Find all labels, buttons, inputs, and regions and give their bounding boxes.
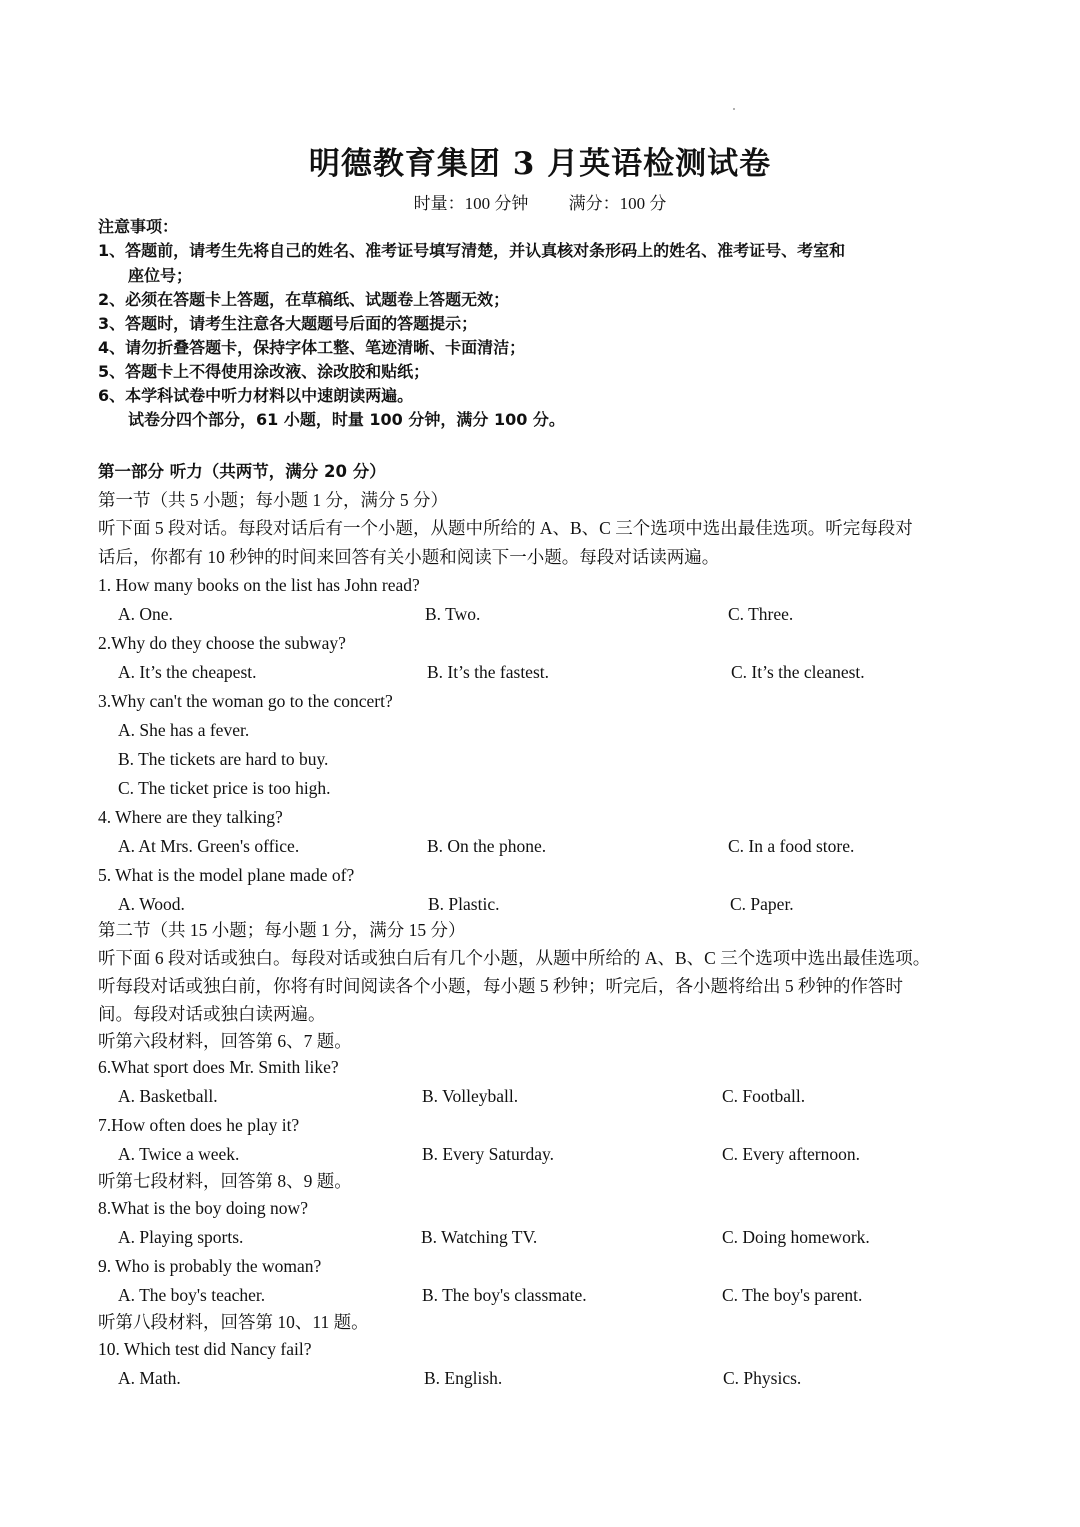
notice-item: 4、请勿折叠答题卡，保持字体工整、笔迹清晰、卡面清洁； — [98, 338, 526, 357]
option-b: B. Volleyball. — [422, 1086, 519, 1106]
question: 2.Why do they choose the subway? — [98, 633, 346, 653]
time-limit: 时量：100 分钟 — [413, 194, 529, 213]
option-a: A. She has a fever. — [118, 720, 250, 740]
option-a: A. One. — [118, 604, 173, 624]
option-b: B. Plastic. — [428, 894, 500, 914]
option-b: B. It’s the fastest. — [427, 662, 549, 682]
section1-heading: 第一节（共 5 小题；每小题 1 分，满分 5 分） — [98, 490, 448, 510]
option-c: C. The ticket price is too high. — [118, 778, 331, 798]
option-c: C. Every afternoon. — [722, 1144, 861, 1164]
option-c: C. Football. — [722, 1086, 806, 1106]
page-title: 明德教育集团 3 月英语检测试卷 — [308, 146, 772, 182]
question: 8.What is the boy doing now? — [98, 1198, 308, 1218]
option-a: A. Math. — [118, 1368, 181, 1388]
option-c: C. It’s the cleanest. — [731, 662, 865, 682]
option-b: B. Two. — [425, 604, 481, 624]
option-c: C. Physics. — [723, 1368, 802, 1388]
option-a: A. Basketball. — [118, 1086, 218, 1106]
question: 7.How often does he play it? — [98, 1115, 300, 1135]
option-b: B. English. — [424, 1368, 503, 1388]
option-c: C. Three. — [728, 604, 794, 624]
section2-instructions: 间。每段对话或独白读两遍。 — [98, 1004, 326, 1024]
option-b: B. The tickets are hard to buy. — [118, 749, 329, 769]
notice-item: 座位号； — [128, 266, 193, 285]
option-c: C. In a food store. — [728, 836, 855, 856]
notice-item: 3、答题时，请考生注意各大题题号后面的答题提示； — [98, 314, 478, 333]
section1-instructions: 听下面 5 段对话。每段对话后有一个小题，从题中所给的 A、B、C 三个选项中选出最佳选项。听完每段对 — [98, 518, 913, 538]
option-a: A. Wood. — [118, 894, 185, 914]
section2-heading: 第二节（共 15 小题；每小题 1 分，满分 15 分） — [98, 920, 466, 940]
option-c: C. The boy's parent. — [722, 1285, 863, 1305]
section2-instructions: 听下面 6 段对话或独白。每段对话或独白后有几个小题，从题中所给的 A、B、C 三个选项中选出最佳选项。 — [98, 948, 931, 968]
section2-instructions: 听每段对话或独白前，你将有时间阅读各个小题，每小题 5 秒钟；听完后，各小题将给出 5 秒钟的作答时 — [98, 976, 903, 996]
option-c: C. Paper. — [730, 894, 794, 914]
notice-item: 试卷分四个部分，61 小题，时量 100 分钟，满分 100 分。 — [128, 410, 565, 429]
option-b: B. Watching TV. — [421, 1227, 538, 1247]
option-a: A. Twice a week. — [118, 1144, 240, 1164]
question: 4. Where are they talking? — [98, 807, 283, 827]
option-b: B. Every Saturday. — [422, 1144, 555, 1164]
option-b: B. On the phone. — [427, 836, 547, 856]
option-a: A. At Mrs. Green's office. — [118, 836, 300, 856]
option-a: A. Playing sports. — [118, 1227, 244, 1247]
question: 10. Which test did Nancy fail? — [98, 1339, 312, 1359]
notice-item: 2、必须在答题卡上答题，在草稿纸、试题卷上答题无效； — [98, 290, 510, 309]
segment-note: 听第七段材料，回答第 8、9 题。 — [98, 1171, 352, 1191]
exam-meta — [0, 189, 1080, 214]
question: 5. What is the model plane made of? — [98, 865, 355, 885]
notice-item: 5、答题卡上不得使用涂改液、涂改胶和贴纸； — [98, 362, 430, 381]
option-c: C. Doing homework. — [722, 1227, 870, 1247]
part1-heading: 第一部分 听力（共两节，满分 20 分） — [98, 462, 386, 481]
section1-instructions: 话后，你都有 10 秒钟的时间来回答有关小题和阅读下一小题。每段对话读两遍。 — [98, 547, 720, 567]
notice-item: 6、本学科试卷中听力材料以中速朗读两遍。 — [98, 386, 414, 405]
question: 9. Who is probably the woman? — [98, 1256, 322, 1276]
option-b: B. The boy's classmate. — [422, 1285, 587, 1305]
speck-mark — [733, 108, 735, 110]
full-score: 满分：100 分 — [568, 194, 667, 213]
notice-item: 1、答题前，请考生先将自己的姓名、准考证号填写清楚，并认真核对条形码上的姓名、准考证号、考室和 — [98, 241, 846, 260]
notice-heading: 注意事项： — [98, 217, 179, 236]
question: 6.What sport does Mr. Smith like? — [98, 1057, 339, 1077]
question: 3.Why can't the woman go to the concert? — [98, 691, 393, 711]
option-a: A. It’s the cheapest. — [118, 662, 257, 682]
segment-note: 听第八段材料，回答第 10、11 题。 — [98, 1312, 369, 1332]
question: 1. How many books on the list has John read? — [98, 575, 420, 595]
segment-note: 听第六段材料，回答第 6、7 题。 — [98, 1031, 352, 1051]
option-a: A. The boy's teacher. — [118, 1285, 266, 1305]
